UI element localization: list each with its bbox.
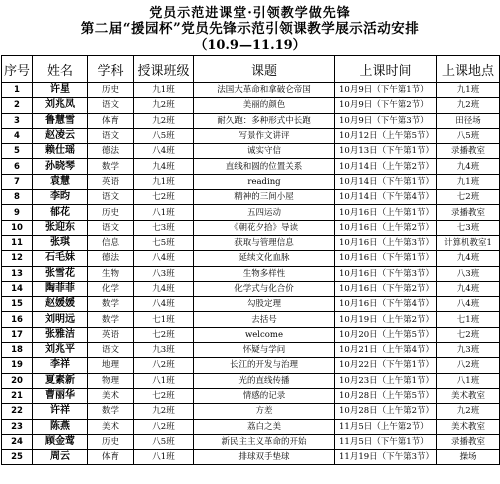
cell-time: 11月19日（下午第3节） [335,450,437,465]
cell-topic: 生物多样性 [194,266,335,281]
cell-class: 八4班 [134,251,194,266]
cell-class: 七2班 [134,388,194,403]
table-row [2,343,500,358]
cell-class: 九4班 [134,159,194,174]
cell-class: 七3班 [134,220,194,235]
cell-time: 10月23日（上午第1节） [335,373,437,388]
cell-time: 10月19日（上午第2节） [335,312,437,327]
cell-location: 录播教室 [437,205,500,220]
cell-class: 八2班 [134,358,194,373]
cell-topic: 怀疑与学问 [194,343,335,358]
cell-topic: 获取与管理信息 [194,235,335,250]
cell-topic: 情感的记录 [194,388,335,403]
table-row [2,266,500,281]
cell-name: 许星 [33,83,88,98]
cell-subject: 地理 [88,358,134,373]
cell-name: 顾金莺 [33,434,88,449]
table-header-row [2,56,500,83]
cell-time: 10月9日（下午第2节） [335,98,437,113]
cell-index: 8 [2,190,33,205]
cell-subject: 数学 [88,159,134,174]
cell-topic: 五四运动 [194,205,335,220]
table-row [2,144,500,159]
cell-time: 10月28日（上午第5节） [335,388,437,403]
cell-name: 夏素新 [33,373,88,388]
cell-index: 25 [2,450,33,465]
cell-location: 九1班 [437,174,500,189]
cell-class: 七5班 [134,235,194,250]
cell-location: 八5班 [437,128,500,143]
cell-class: 七2班 [134,190,194,205]
cell-subject: 语文 [88,343,134,358]
cell-time: 10月16日（下午第2节） [335,281,437,296]
cell-name: 赖仕瑶 [33,144,88,159]
cell-index: 18 [2,343,33,358]
cell-name: 张雪花 [33,266,88,281]
cell-index: 14 [2,281,33,296]
cell-location: 八3班 [437,266,500,281]
cell-topic: 诚实守信 [194,144,335,159]
cell-location: 美术教室 [437,388,500,403]
cell-topic: 方差 [194,404,335,419]
cell-index: 15 [2,297,33,312]
title-line-2: 第二届“援园杯”党员先锋示范引领课教学展示活动安排 [80,21,420,37]
table-row [2,235,500,250]
cell-location: 八4班 [437,297,500,312]
cell-class: 九3班 [134,343,194,358]
cell-topic: 耐久跑：多种形式中长跑 [194,113,335,128]
cell-subject: 体育 [88,113,134,128]
schedule-table [1,55,500,465]
cell-name: 许祥 [33,404,88,419]
cell-index: 6 [2,159,33,174]
cell-location: 九3班 [437,343,500,358]
table-row [2,388,500,403]
cell-name: 李昀 [33,190,88,205]
cell-time: 11月5日（上午第2节） [335,419,437,434]
cell-class: 八5班 [134,128,194,143]
cell-location: 七1班 [437,312,500,327]
cell-time: 10月16日（下午第3节） [335,266,437,281]
cell-topic: 化学式与化合价 [194,281,335,296]
cell-name: 孙晓琴 [33,159,88,174]
cell-class: 八5班 [134,434,194,449]
table-row [2,419,500,434]
cell-subject: 数学 [88,404,134,419]
cell-location: 八2班 [437,358,500,373]
table-row [2,190,500,205]
cell-index: 21 [2,388,33,403]
cell-index: 4 [2,128,33,143]
cell-location: 计算机教室1 [437,235,500,250]
cell-time: 10月21日（上午第4节） [335,343,437,358]
cell-subject: 英语 [88,174,134,189]
cell-topic: 新民主主义革命的开始 [194,434,335,449]
cell-location: 九4班 [437,251,500,266]
table-row [2,281,500,296]
header-topic: 课题 [194,56,335,83]
cell-index: 20 [2,373,33,388]
cell-location: 八1班 [437,373,500,388]
cell-name: 李祥 [33,358,88,373]
cell-subject: 生物 [88,266,134,281]
cell-index: 5 [2,144,33,159]
cell-class: 八4班 [134,144,194,159]
table-row [2,358,500,373]
cell-index: 10 [2,220,33,235]
cell-time: 10月14日（上午第2节） [335,159,437,174]
table-row [2,297,500,312]
cell-index: 3 [2,113,33,128]
table-row [2,128,500,143]
cell-location: 七2班 [437,327,500,342]
cell-index: 2 [2,98,33,113]
cell-time: 10月22日（下午第1节） [335,358,437,373]
cell-index: 1 [2,83,33,98]
cell-class: 七1班 [134,312,194,327]
cell-subject: 美术 [88,419,134,434]
cell-index: 11 [2,235,33,250]
cell-location: 操场 [437,450,500,465]
cell-topic: 写景作文讲评 [194,128,335,143]
cell-time: 10月28日（上午第2节） [335,404,437,419]
cell-class: 八1班 [134,373,194,388]
cell-time: 10月20日（上午第5节） [335,327,437,342]
cell-location: 田径场 [437,113,500,128]
cell-name: 刘明远 [33,312,88,327]
cell-index: 9 [2,205,33,220]
table-row [2,83,500,98]
cell-topic: 长江的开发与治理 [194,358,335,373]
cell-location: 七3班 [437,220,500,235]
cell-name: 刘兆凤 [33,98,88,113]
cell-subject: 语文 [88,220,134,235]
cell-time: 10月12日（上午第5节） [335,128,437,143]
cell-class: 八4班 [134,297,194,312]
header-class: 授课班级 [134,56,194,83]
cell-name: 陈燕 [33,419,88,434]
cell-location: 九4班 [437,159,500,174]
cell-time: 10月16日（下午第1节） [335,251,437,266]
cell-location: 录播教室 [437,434,500,449]
cell-time: 10月16日（上午第1节） [335,205,437,220]
cell-index: 12 [2,251,33,266]
cell-topic: 美丽的颜色 [194,98,335,113]
cell-time: 10月16日（下午第4节） [335,297,437,312]
table-row [2,113,500,128]
table-row [2,98,500,113]
cell-time: 10月16日（上午第3节） [335,235,437,250]
table-row [2,174,500,189]
cell-class: 八1班 [134,450,194,465]
cell-topic: 光的直线传播 [194,373,335,388]
header-name: 姓名 [33,56,88,83]
cell-subject: 数学 [88,297,134,312]
cell-subject: 语文 [88,98,134,113]
cell-subject: 物理 [88,373,134,388]
cell-subject: 体育 [88,450,134,465]
cell-topic: welcome [194,327,335,342]
cell-name: 石毛妹 [33,251,88,266]
cell-index: 24 [2,434,33,449]
cell-index: 22 [2,404,33,419]
table-row [2,373,500,388]
cell-location: 美术教室 [437,419,500,434]
cell-name: 陶菲菲 [33,281,88,296]
header-time: 上课时间 [335,56,437,83]
cell-name: 赵媛媛 [33,297,88,312]
cell-time: 10月13日（下午第1节） [335,144,437,159]
table-row [2,327,500,342]
cell-time: 10月14日（下午第1节） [335,174,437,189]
cell-location: 九2班 [437,404,500,419]
cell-topic: 《朝花夕拾》导读 [194,220,335,235]
cell-subject: 数学 [88,312,134,327]
cell-topic: 勾股定理 [194,297,335,312]
cell-subject: 美术 [88,388,134,403]
cell-class: 八2班 [134,419,194,434]
table-row [2,205,500,220]
cell-subject: 语文 [88,128,134,143]
cell-topic: 延续文化血脉 [194,251,335,266]
cell-location: 七2班 [437,190,500,205]
cell-subject: 历史 [88,205,134,220]
cell-class: 九2班 [134,98,194,113]
cell-index: 16 [2,312,33,327]
cell-name: 刘兆平 [33,343,88,358]
cell-index: 19 [2,358,33,373]
table-row [2,434,500,449]
header-location: 上课地点 [437,56,500,83]
cell-class: 九4班 [134,281,194,296]
cell-index: 23 [2,419,33,434]
table-row [2,450,500,465]
cell-class: 九2班 [134,113,194,128]
cell-topic: 直线和圆的位置关系 [194,159,335,174]
cell-name: 张雅洁 [33,327,88,342]
cell-subject: 语文 [88,190,134,205]
cell-topic: 法国大革命和拿破仑帝国 [194,83,335,98]
cell-topic: reading [194,174,335,189]
cell-subject: 德法 [88,144,134,159]
cell-index: 7 [2,174,33,189]
cell-time: 10月14日（下午第4节） [335,190,437,205]
cell-name: 张琪 [33,235,88,250]
table-row [2,251,500,266]
cell-class: 七2班 [134,327,194,342]
cell-location: 录播教室 [437,144,500,159]
table-body [2,83,500,465]
cell-subject: 英语 [88,327,134,342]
cell-class: 八3班 [134,266,194,281]
cell-name: 袁慧 [33,174,88,189]
cell-class: 九1班 [134,83,194,98]
cell-class: 九1班 [134,174,194,189]
cell-subject: 历史 [88,83,134,98]
title-date-range: （10.9—11.19） [194,38,306,53]
cell-subject: 德法 [88,251,134,266]
cell-topic: 去括号 [194,312,335,327]
table-row [2,220,500,235]
cell-subject: 化学 [88,281,134,296]
cell-class: 八1班 [134,205,194,220]
cell-class: 九2班 [134,404,194,419]
cell-time: 10月16日（上午第2节） [335,220,437,235]
title-line-1: 党员示范进课堂·引领教学做先锋 [149,6,351,21]
table-row [2,159,500,174]
cell-index: 17 [2,327,33,342]
cell-name: 赵凌云 [33,128,88,143]
cell-location: 九4班 [437,281,500,296]
cell-time: 10月9日（下午第3节） [335,113,437,128]
cell-location: 九1班 [437,83,500,98]
cell-name: 曹丽华 [33,388,88,403]
header-subject: 学科 [88,56,134,83]
cell-name: 郁花 [33,205,88,220]
cell-name: 周云 [33,450,88,465]
cell-time: 11月5日（下午第1节） [335,434,437,449]
cell-index: 13 [2,266,33,281]
cell-name: 鲁慧雪 [33,113,88,128]
table-row [2,312,500,327]
cell-name: 张迎东 [33,220,88,235]
cell-subject: 历史 [88,434,134,449]
cell-location: 九2班 [437,98,500,113]
cell-time: 10月9日（下午第1节） [335,83,437,98]
cell-topic: 排球双手垫球 [194,450,335,465]
cell-topic: 精神的三间小屋 [194,190,335,205]
table-row [2,404,500,419]
cell-subject: 信息 [88,235,134,250]
header-index: 序号 [2,56,33,83]
cell-topic: 荔白之美 [194,419,335,434]
